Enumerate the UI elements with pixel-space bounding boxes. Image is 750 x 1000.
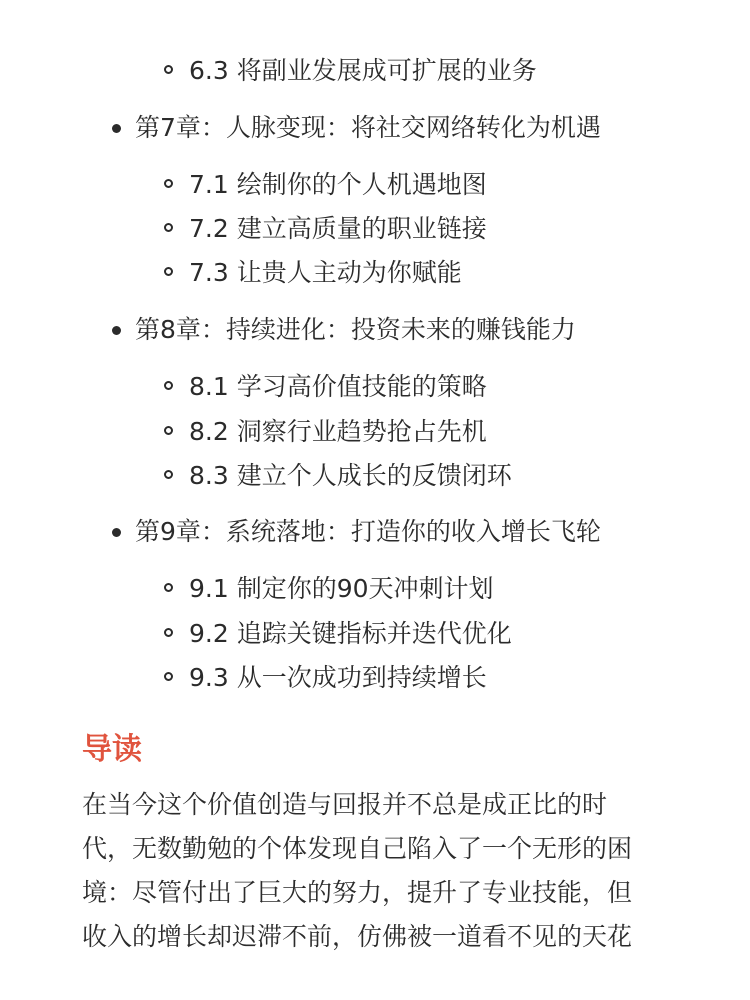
intro-paragraph-line: 代，无数勤勉的个体发现自己陷入了一个无形的困 bbox=[82, 834, 633, 863]
toc-chapter-label: 第8章：持续进化：投资未来的赚钱能力 bbox=[135, 315, 576, 344]
hollow-bullet-icon bbox=[164, 426, 173, 435]
toc-chapter-label: 第7章：人脉变现：将社交网络转化为机遇 bbox=[135, 113, 601, 142]
filled-bullet-icon bbox=[112, 528, 121, 537]
hollow-bullet-icon bbox=[164, 223, 173, 232]
toc-item-label: 9.3 从一次成功到持续增长 bbox=[189, 663, 487, 692]
toc-item-label: 7.2 建立高质量的职业链接 bbox=[189, 214, 487, 243]
hollow-bullet-icon bbox=[164, 179, 173, 188]
hollow-bullet-icon bbox=[164, 65, 173, 74]
section-heading-intro: 导读 bbox=[82, 732, 142, 767]
filled-bullet-icon bbox=[112, 326, 121, 335]
hollow-bullet-icon bbox=[164, 267, 173, 276]
intro-paragraph-line: 境：尽管付出了巨大的努力，提升了专业技能，但 bbox=[82, 878, 633, 907]
hollow-bullet-icon bbox=[164, 583, 173, 592]
toc-item-label: 9.2 追踪关键指标并迭代优化 bbox=[189, 619, 512, 648]
toc-item-label: 9.1 制定你的90天冲刺计划 bbox=[189, 574, 494, 603]
toc-item-label: 8.1 学习高价值技能的策略 bbox=[189, 372, 487, 401]
intro-paragraph-line: 收入的增长却迟滞不前，仿佛被一道看不见的天花 bbox=[82, 922, 633, 951]
hollow-bullet-icon bbox=[164, 672, 173, 681]
hollow-bullet-icon bbox=[164, 470, 173, 479]
toc-item-label: 7.3 让贵人主动为你赋能 bbox=[189, 258, 462, 287]
toc-chapter-label: 第9章：系统落地：打造你的收入增长飞轮 bbox=[135, 517, 601, 546]
hollow-bullet-icon bbox=[164, 381, 173, 390]
intro-paragraph-line: 在当今这个价值创造与回报并不总是成正比的时 bbox=[82, 790, 608, 819]
hollow-bullet-icon bbox=[164, 628, 173, 637]
toc-item-label: 8.2 洞察行业趋势抢占先机 bbox=[189, 417, 487, 446]
toc-item-label: 6.3 将副业发展成可扩展的业务 bbox=[189, 56, 537, 85]
toc-item-label: 7.1 绘制你的个人机遇地图 bbox=[189, 170, 487, 199]
filled-bullet-icon bbox=[112, 124, 121, 133]
toc-item-label: 8.3 建立个人成长的反馈闭环 bbox=[189, 461, 512, 490]
